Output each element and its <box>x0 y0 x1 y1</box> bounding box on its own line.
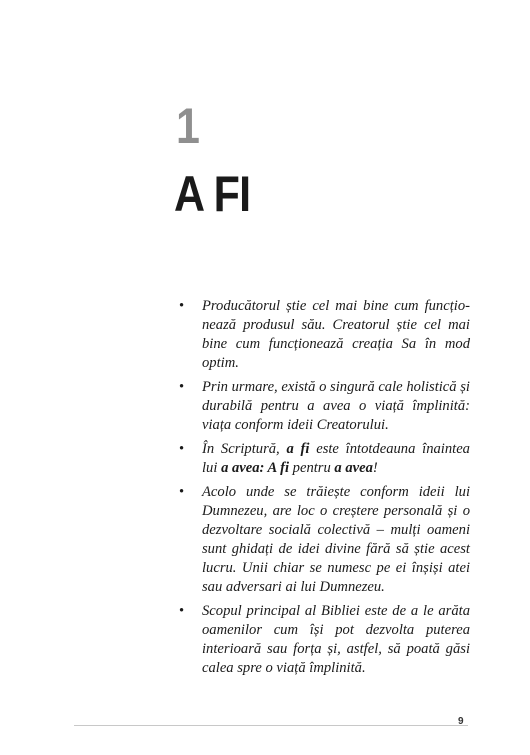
list-item <box>178 483 470 597</box>
list-item <box>178 378 470 435</box>
bullet-text <box>202 441 470 476</box>
list-item <box>178 440 470 478</box>
bullet-icon: • <box>179 603 185 619</box>
bullet-list <box>178 297 470 683</box>
bullet-bold-text: a fi <box>286 441 310 457</box>
bullet-bold-text: a avea: A fi <box>221 460 290 476</box>
bullet-text-part: pentru <box>289 460 335 476</box>
bullet-text: Scopul principal al Bibliei este de a le arăta oamenilor cum își pot dezvolta puterea interioară sau forța și, astfel, să poată găsi calea spre o viață împlinită. <box>202 603 470 676</box>
bullet-text: Acolo unde se trăiește conform ideii lui Dumnezeu, are loc o creștere personală și o dezvoltare socială colectivă – mulți oameni sunt ghidați de idei divine fără să știe acest lucru. Unii chiar se numesc pe ei înșiși atei sau adversari ai lui Dumnezeu. <box>202 484 470 595</box>
chapter-number: 1 <box>176 98 200 154</box>
bullet-icon: • <box>179 441 185 457</box>
bullet-text-part: este întotdeauna înaintea lui <box>202 441 470 476</box>
bullet-text: Prin urmare, există o singură cale holistică și durabilă pentru a avea o viață împlinită: viața conform ideii Creatorului. <box>202 379 470 433</box>
list-item <box>178 297 470 373</box>
list-item <box>178 602 470 678</box>
bullet-icon: • <box>179 298 185 314</box>
footer-divider <box>74 725 468 726</box>
chapter-title: A FI <box>174 166 251 222</box>
bullet-text: Producătorul știe cel mai bine cum funcționează produsul său. Creatorul știe cel mai bine cum funcționează creația Sa în mod optim. <box>202 298 470 371</box>
bullet-icon: • <box>179 379 185 395</box>
page-number: 9 <box>458 716 464 727</box>
bullet-text-part: În Scriptură, <box>202 441 287 457</box>
bullet-text-part: ! <box>372 460 378 476</box>
bullet-bold-text: a avea <box>334 460 373 476</box>
bullet-icon: • <box>179 484 185 500</box>
